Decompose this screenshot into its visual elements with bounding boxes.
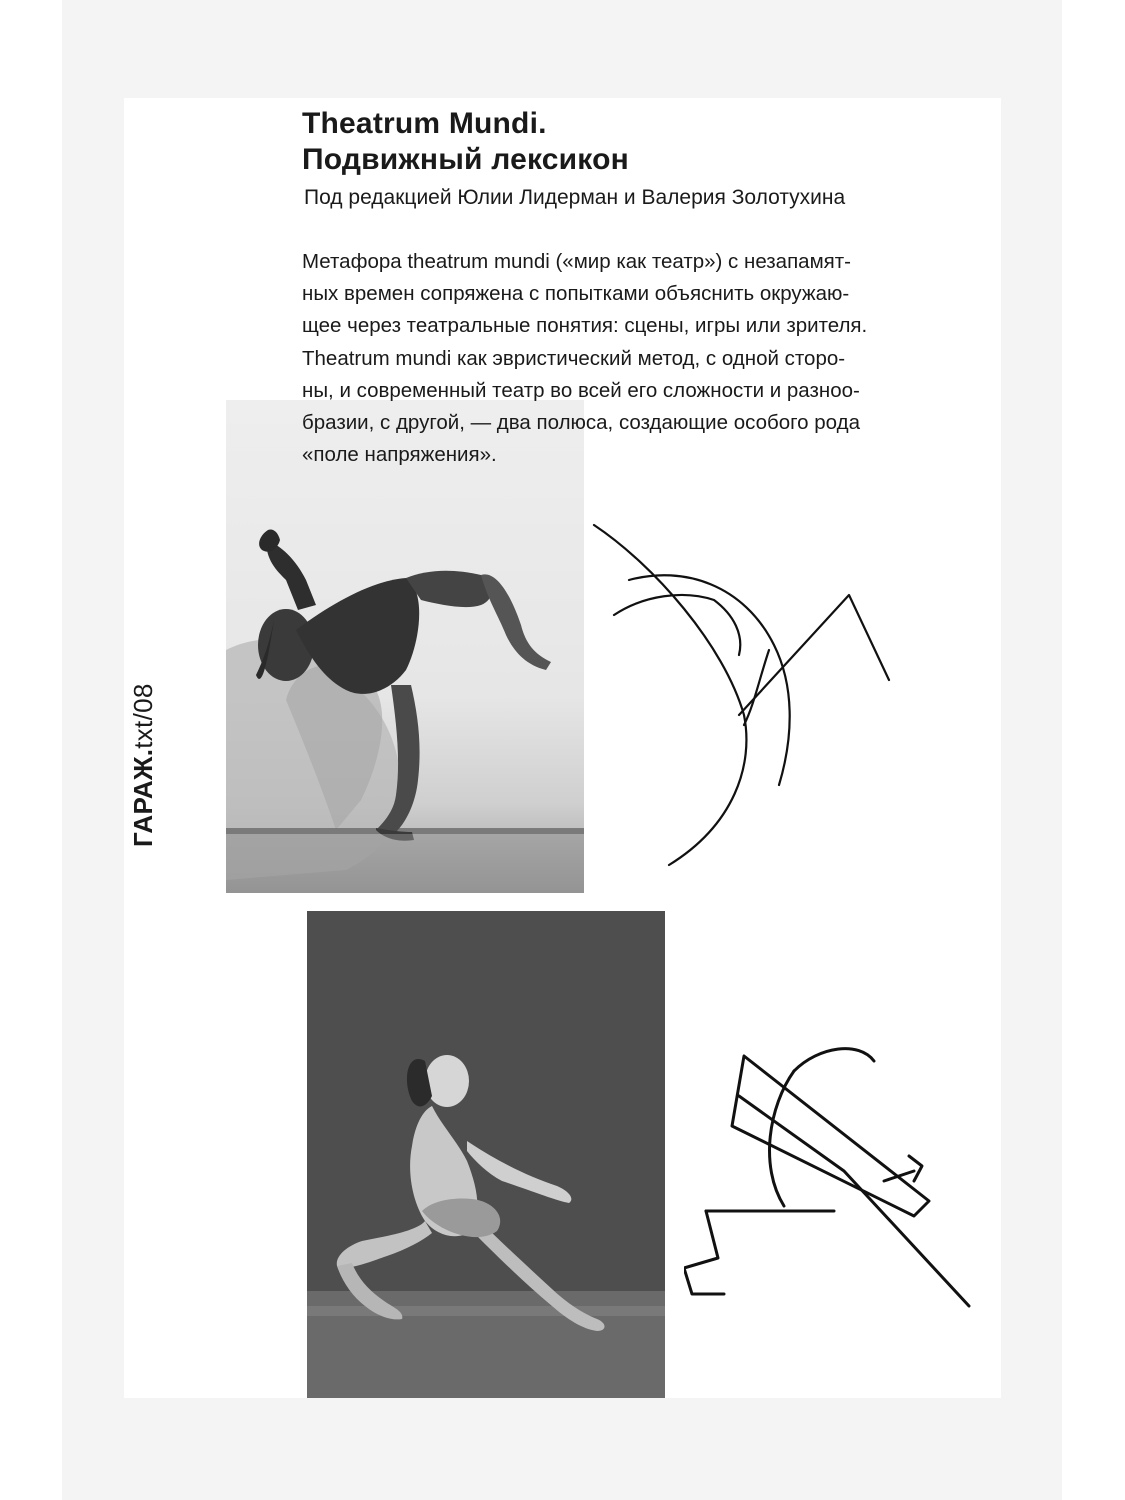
dancer-photo-1 xyxy=(226,400,584,893)
title-line-1: Theatrum Mundi. xyxy=(302,107,547,140)
line-drawing-1 xyxy=(584,505,914,895)
description-line: щее через театральные понятия: сцены, игры или зрителя. xyxy=(302,314,868,338)
description-line: ных времен сопряжена с попытками объяснить окружаю- xyxy=(302,282,850,306)
dancer-photo-2 xyxy=(307,911,665,1398)
description-line: Theatrum mundi как эвристический метод, с одной сторо- xyxy=(302,346,846,370)
series-brand: ГАРАЖ. xyxy=(128,748,158,847)
dancer-photo-1-image xyxy=(226,400,584,893)
description-line: Метафора theatrum mundi («мир как театр») с незапамят- xyxy=(302,250,851,273)
book-description xyxy=(302,246,962,471)
description-line: ны, и современный театр во всей его сложности и разноо- xyxy=(302,378,860,402)
title-line-2: Подвижный лексикон xyxy=(302,143,629,176)
series-label xyxy=(128,683,159,847)
description-line: «поле напряжения». xyxy=(302,443,497,467)
series-issue: txt/08 xyxy=(128,683,158,749)
dancer-photo-2-image xyxy=(307,911,665,1398)
book-editors: Под редакцией Юлии Лидерман и Валерия Золотухина xyxy=(304,186,846,209)
description-line: бразии, с другой, — два полюса, создающие особого рода xyxy=(302,411,860,435)
book-title xyxy=(302,106,629,178)
line-drawing-2 xyxy=(684,1036,984,1326)
